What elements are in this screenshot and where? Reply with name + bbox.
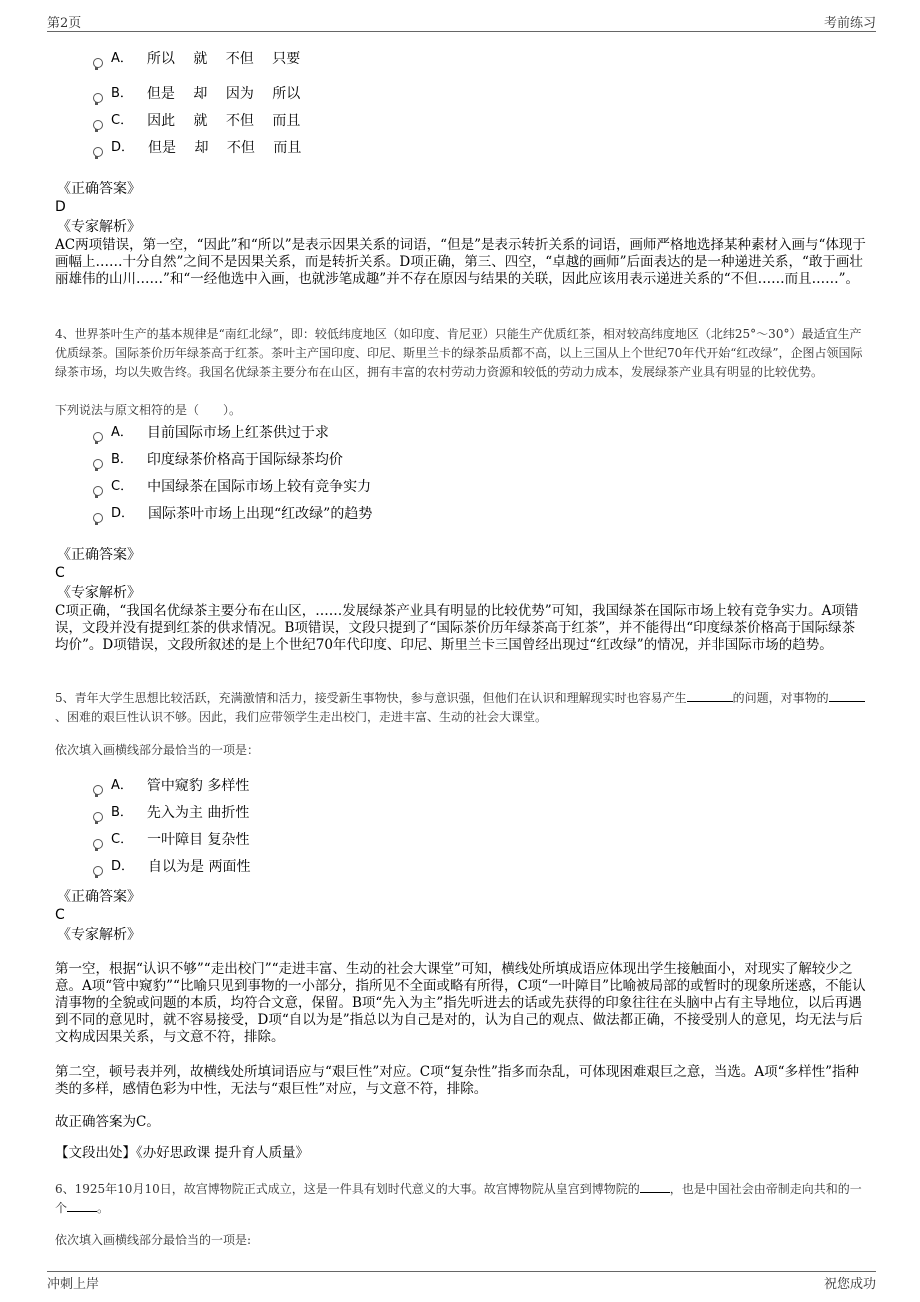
- q3-option-b[interactable]: B． 但是 却 因为 所以: [93, 85, 300, 103]
- q5-stem: 5、青年大学生思想比较活跃，充满激情和活力，接受新生事物快，参与意识强，但他们在认识和理解现实时也容易产生 的问题，对事物的、困难的艰巨性认识不够。因此，我们应带领学生走出校门，走进丰富、生动的社会大课堂。: [55, 689, 867, 727]
- radio-icon[interactable]: [93, 432, 103, 442]
- q4-stem: 4、世界茶叶生产的基本规律是“南红北绿”，即：较低纬度地区（如印度、肯尼亚）只能生产优质红茶，相对较高纬度地区（北纬25°～30°）最适宜生产优质绿茶。国际茶价历年绿茶高于红茶。茶叶主产国印度、印尼、斯里兰卡的绿茶品质都不高，以上三国从上个世纪70年代开始“红改绿”，企图占领国际绿茶市场，均以失败告终。我国名优绿茶主要分布在山区，拥有丰富的农村劳动力资源和较低的劳动力成本，发展绿茶产业具有明显的比较优势。: [55, 327, 863, 379]
- fill-blank: [687, 689, 733, 702]
- q3-answer-label: 《正确答案》: [57, 181, 141, 197]
- radio-icon[interactable]: [93, 58, 103, 68]
- q4-analysis-label: 《专家解析》: [57, 585, 141, 601]
- radio-icon[interactable]: [93, 513, 103, 523]
- q3-answer: D: [55, 199, 66, 215]
- radio-icon[interactable]: [93, 147, 103, 157]
- radio-icon[interactable]: [93, 120, 103, 130]
- footer-right: 祝您成功: [823, 1277, 876, 1292]
- fill-blank: [640, 1180, 670, 1193]
- header-title: 考前练习: [823, 16, 876, 31]
- q5-answer-label: 《正确答案》: [57, 889, 141, 905]
- radio-icon[interactable]: [93, 839, 103, 849]
- radio-icon[interactable]: [93, 785, 103, 795]
- q5-option-a[interactable]: A． 管中窥豹 多样性: [93, 777, 249, 795]
- q5-option-b[interactable]: B． 先入为主 曲折性: [93, 804, 249, 822]
- radio-icon[interactable]: [93, 459, 103, 469]
- q3-option-a[interactable]: A． 所以 就 不但 只要: [93, 50, 300, 68]
- q5-analysis-label: 《专家解析》: [57, 927, 141, 943]
- q3-analysis-label: 《专家解析》: [57, 219, 141, 235]
- footer-divider: [47, 1271, 876, 1272]
- radio-icon[interactable]: [93, 866, 103, 876]
- q3-analysis: AC两项错误，第一空，“因此”和“所以”是表示因果关系的词语，“但是”是表示转折关系的词语，画师严格地选择某种素材入画与“体现于画幅上……十分自然”之间不是因果关系，而是转折关系。D项正确，第三、四空，“卓越的画师”后面表达的是一种递进关系，“敢于画壮丽雄伟的山川……”和“一经他选中入画，也就涉笔成趣”并不存在原因与结果的关联，因此应该用表示递进关系的“不但……而且……”。: [55, 237, 866, 287]
- q5-analysis-p2: 第二空，顿号表并列，故横线处所填词语应与“艰巨性”对应。C项“复杂性”指多而杂乱，可体现困难艰巨之意，当选。A项“多样性”指种类的多样，感情色彩为中性，无法与“艰巨性”对应，与文意不符，排除。: [55, 1064, 859, 1097]
- page-header: [47, 10, 876, 30]
- header-divider: [47, 31, 876, 32]
- q5-analysis-p1: 第一空，根据“认识不够”“走出校门”“走进丰富、生动的社会大课堂”可知，横线处所填成语应体现出学生接触面小，对现实了解较少之意。A项“管中窥豹”“比喻只见到事物的一小部分，指所见不全面或略有所得，C项“一叶障目”比喻被局部的或暂时的现象所迷惑，不能认清事物的全貌或问题的本质，均符合文意，保留。B项“先入为主”指先听进去的话或先获得的印象往往在头脑中占有主导地位，以后再遇到不同的意见时，就不容易接受，D项“自以为是”指总以为自己是对的，认为自己的观点、做法都正确，不接受别人的意见，均无法与后文构成因果关系，与文意不符，排除。: [55, 961, 866, 1045]
- q4-option-d[interactable]: D． 国际茶叶市场上出现“红改绿”的趋势: [93, 505, 372, 523]
- radio-icon[interactable]: [93, 486, 103, 496]
- q6-question: 依次填入画横线部分最恰当的一项是:: [55, 1233, 252, 1247]
- q5-option-d[interactable]: D． 自以为是 两面性: [93, 858, 250, 876]
- q4-answer: C: [55, 565, 65, 581]
- page-number: 第2页: [47, 16, 82, 31]
- q5-source: 【文段出处】《办好思政课 提升育人质量》: [55, 1145, 310, 1161]
- q5-answer: C: [55, 907, 65, 923]
- q3-option-c[interactable]: C． 因此 就 不但 而且: [93, 112, 300, 130]
- footer-left: 冲刺上岸: [47, 1277, 100, 1292]
- q4-question: 下列说法与原文相符的是（ ）。: [55, 403, 242, 417]
- q5-analysis-p3: 故正确答案为C。: [55, 1114, 160, 1130]
- q5-option-c[interactable]: C． 一叶障目 复杂性: [93, 831, 250, 849]
- q5-question: 依次填入画横线部分最恰当的一项是：: [55, 743, 260, 757]
- q4-option-b[interactable]: B． 印度绿茶价格高于国际绿茶均价: [93, 451, 343, 469]
- radio-icon[interactable]: [93, 93, 103, 103]
- q6-stem: 6、1925年10月10日，故宫博物院正式成立，这是一件具有划时代意义的大事。故宫博物院从皇宫到博物院的 ，也是中国社会由帝制走向共和的一个 。: [55, 1182, 862, 1215]
- fill-blank: [67, 1199, 97, 1212]
- q4-option-c[interactable]: C． 中国绿茶在国际市场上较有竞争实力: [93, 478, 371, 496]
- q3-option-d[interactable]: D． 但是 却 不但 而且: [93, 139, 301, 157]
- q4-answer-label: 《正确答案》: [57, 547, 141, 563]
- q4-analysis: C项正确，“我国名优绿茶主要分布在山区，……发展绿茶产业具有明显的比较优势”可知，我国绿茶在国际市场上较有竞争实力。A项错误，文段并没有提到红茶的供求情况。B项错误，文段只提到了“国际茶价历年绿茶高于红茶”，并不能得出“印度绿茶价格高于国际绿茶均价”。D项错误，文段所叙述的是上个世纪70年代印度、印尼、斯里兰卡三国曾经出现过“红改绿”的情况，并非国际市场的趋势。: [55, 603, 859, 653]
- q4-option-a[interactable]: A． 目前国际市场上红茶供过于求: [93, 424, 329, 442]
- fill-blank: [829, 689, 865, 702]
- radio-icon[interactable]: [93, 812, 103, 822]
